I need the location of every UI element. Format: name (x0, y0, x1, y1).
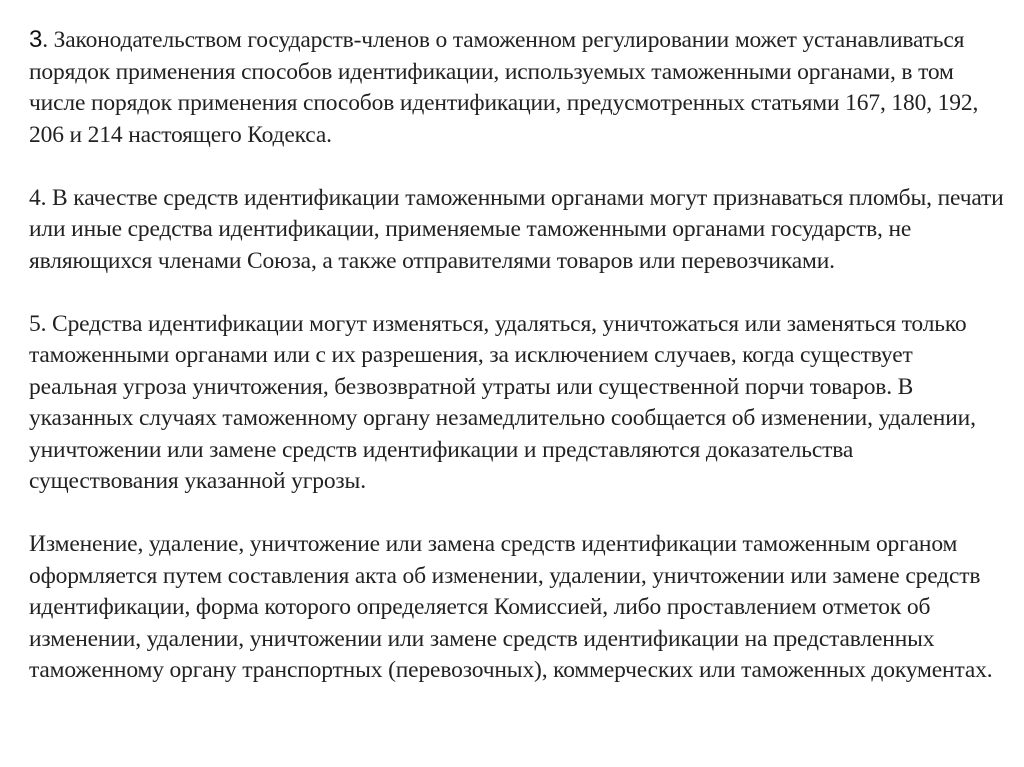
paragraph-5-continuation: Изменение, удаление, уничтожение или замена средств идентификации таможенным органом оформляется путем составления акта об изменении, удалении, уничтожении или замене средств идентификации, форма которого определяется Комиссией, либо проставлением отметок об изменении, удалении, уничтожении или замене средств идентификации на представленных таможенному органу транспортных (перевозочных), коммерческих или таможенных документах. (29, 531, 993, 683)
paragraph-5: 5. Средства идентификации могут изменяться, удаляться, уничтожаться или заменяться только таможенными органами или с их разрешения, за исключением случаев, когда существует реальная угроза уничтожения, безвозвратной утраты или существенной порчи товаров. В указанных случаях таможенному органу незамедлительно сообщается об изменении, удалении, уничтожении или замене средств идентификации и представляются доказательства существования указанной угрозы. (29, 310, 976, 494)
paragraph-text: . Законодательством государств-членов о таможенном регулировании может устанавливаться порядок применения способов идентификации, используемых таможенными органами, в том числе порядок применения способов идентификации, предусмотренных статьями 167, 180, 192, 206 и 214 настоящего Кодекса. (29, 27, 979, 148)
paragraph-number: 3 (29, 26, 43, 53)
paragraph-3 (29, 24, 1004, 151)
paragraph-4: 4. В качестве средств идентификации таможенными органами могут признаваться пломбы, печати или иные средства идентификации, применяемые таможенными органами государств, не являющихся членами Союза, а также отправителями товаров или перевозчиками. (29, 184, 1004, 274)
document-body (29, 24, 1004, 687)
